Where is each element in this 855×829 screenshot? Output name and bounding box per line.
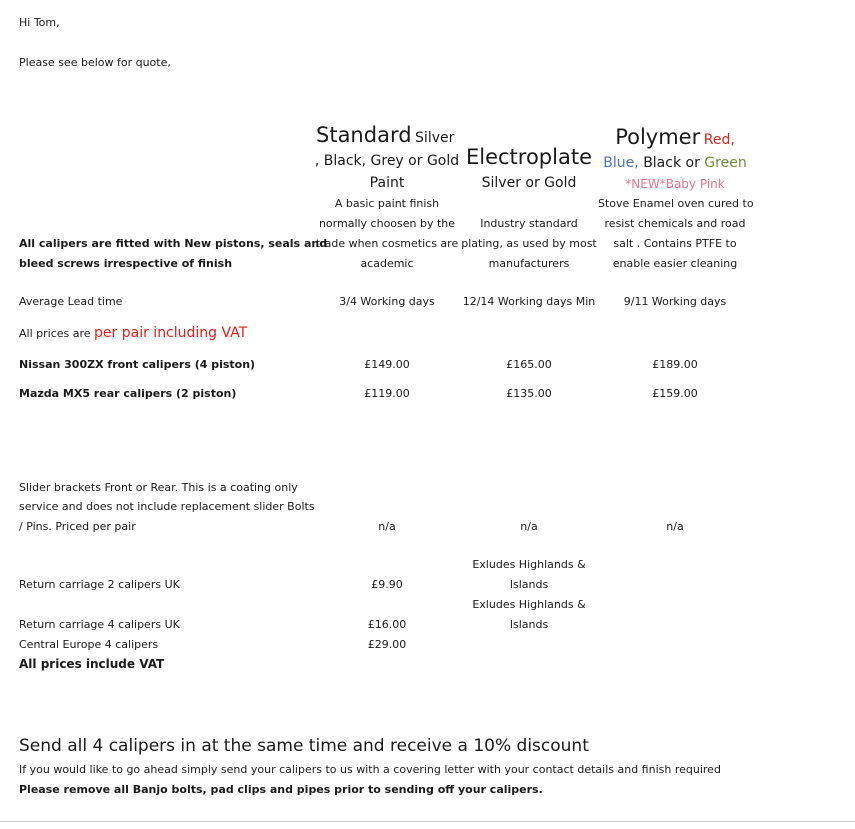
fitted-note-line-2: bleed screws irrespective of finish: [19, 257, 233, 270]
polymer-color-blue: Blue,: [603, 155, 639, 171]
slider-electroplate: n/a: [520, 520, 538, 533]
standard-desc-3: trade when cosmetics are: [315, 237, 459, 250]
prices-note: [19, 325, 247, 341]
standard-type: Paint: [369, 175, 405, 191]
prices-note-prefix: All prices are: [19, 327, 91, 340]
warning-text: Please remove all Banjo bolts, pad clips and pipes prior to sending off your calipers.: [19, 783, 543, 796]
standard-name: Standard: [316, 123, 412, 147]
polymer-desc-3: salt . Contains PTFE to: [613, 237, 737, 250]
page-bottom-divider: [0, 821, 855, 822]
caliper-row-2-label: Mazda MX5 rear calipers (2 piston): [19, 387, 237, 400]
standard-colors-a: Silver: [415, 130, 455, 146]
lead-time-electroplate: 12/14 Working days Min: [462, 295, 596, 308]
standard-heading: [316, 123, 454, 147]
electroplate-desc-2: plating, as used by most: [461, 237, 597, 250]
polymer-color-black-or: Black or: [643, 155, 700, 171]
standard-colors-b: , Black, Grey or Gold: [314, 153, 460, 169]
carriage-row-2-price: £16.00: [367, 618, 407, 631]
fitted-note-line-1: All calipers are fitted with New pistons, seals and: [19, 237, 328, 250]
electroplate-desc-1: Industry standard: [480, 217, 578, 230]
slider-polymer: n/a: [666, 520, 684, 533]
lead-time-label: Average Lead time: [19, 295, 123, 308]
carriage-row-3-price: £29.00: [367, 638, 407, 651]
caliper-row-1-electroplate: £165.00: [506, 358, 552, 371]
greeting: Hi Tom,: [19, 16, 60, 29]
carriage-row-1-label: Return carriage 2 calipers UK: [19, 578, 180, 591]
polymer-desc-4: enable easier cleaning: [612, 257, 738, 270]
polymer-desc-1: Stove Enamel oven cured to: [598, 197, 754, 210]
caliper-row-2-standard: £119.00: [364, 387, 410, 400]
carriage-exclusion-b-2: Islands: [509, 618, 549, 631]
carriage-row-2-label: Return carriage 4 calipers UK: [19, 618, 180, 631]
slider-label-line-2: service and does not include replacement slider Bolts: [19, 500, 315, 513]
slider-standard: n/a: [378, 520, 396, 533]
caliper-row-2-electroplate: £135.00: [506, 387, 552, 400]
carriage-exclusion-a-1: Exludes Highlands &: [472, 558, 586, 571]
standard-desc-1: A basic paint finish: [334, 197, 440, 210]
electroplate-desc-3: manufacturers: [488, 257, 570, 270]
lead-time-standard: 3/4 Working days: [339, 295, 435, 308]
caliper-row-1-polymer: £189.00: [652, 358, 698, 371]
lead-time-polymer: 9/11 Working days: [623, 295, 727, 308]
electroplate-name: Electroplate: [465, 145, 592, 169]
discount-heading: Send all 4 calipers in at the same time and receive a 10% discount: [19, 736, 589, 756]
standard-desc-2: normally choosen by the: [318, 217, 456, 230]
caliper-row-1-standard: £149.00: [364, 358, 410, 371]
intro-text: Please see below for quote,: [19, 56, 171, 69]
slider-label-line-1: Slider brackets Front or Rear. This is a coating only: [19, 481, 298, 494]
polymer-color-green: Green: [704, 155, 747, 171]
prices-note-emph: per pair including VAT: [94, 325, 248, 341]
carriage-row-1-price: £9.90: [371, 578, 403, 591]
polymer-colors: [598, 155, 752, 171]
polymer-color-red: Red,: [703, 132, 735, 148]
instructions-text: If you would like to go ahead simply send your calipers to us with a covering letter with your contact details and finish required: [19, 763, 721, 776]
slider-label-line-3: / Pins. Priced per pair: [19, 520, 136, 533]
polymer-desc-2: resist chemicals and road: [604, 217, 746, 230]
carriage-row-3-label: Central Europe 4 calipers: [19, 638, 159, 651]
polymer-name: Polymer: [615, 125, 701, 149]
caliper-row-1-label: Nissan 300ZX front calipers (4 piston): [19, 358, 256, 371]
carriage-exclusion-a-2: Islands: [509, 578, 549, 591]
vat-note: All prices include VAT: [19, 657, 165, 671]
polymer-heading: [598, 125, 752, 149]
carriage-exclusion-b-1: Exludes Highlands &: [472, 598, 586, 611]
caliper-row-2-polymer: £159.00: [652, 387, 698, 400]
polymer-new-color: *NEW*Baby Pink: [625, 177, 725, 191]
standard-desc-4: academic: [360, 257, 414, 270]
electroplate-colors: Silver or Gold: [481, 175, 577, 191]
